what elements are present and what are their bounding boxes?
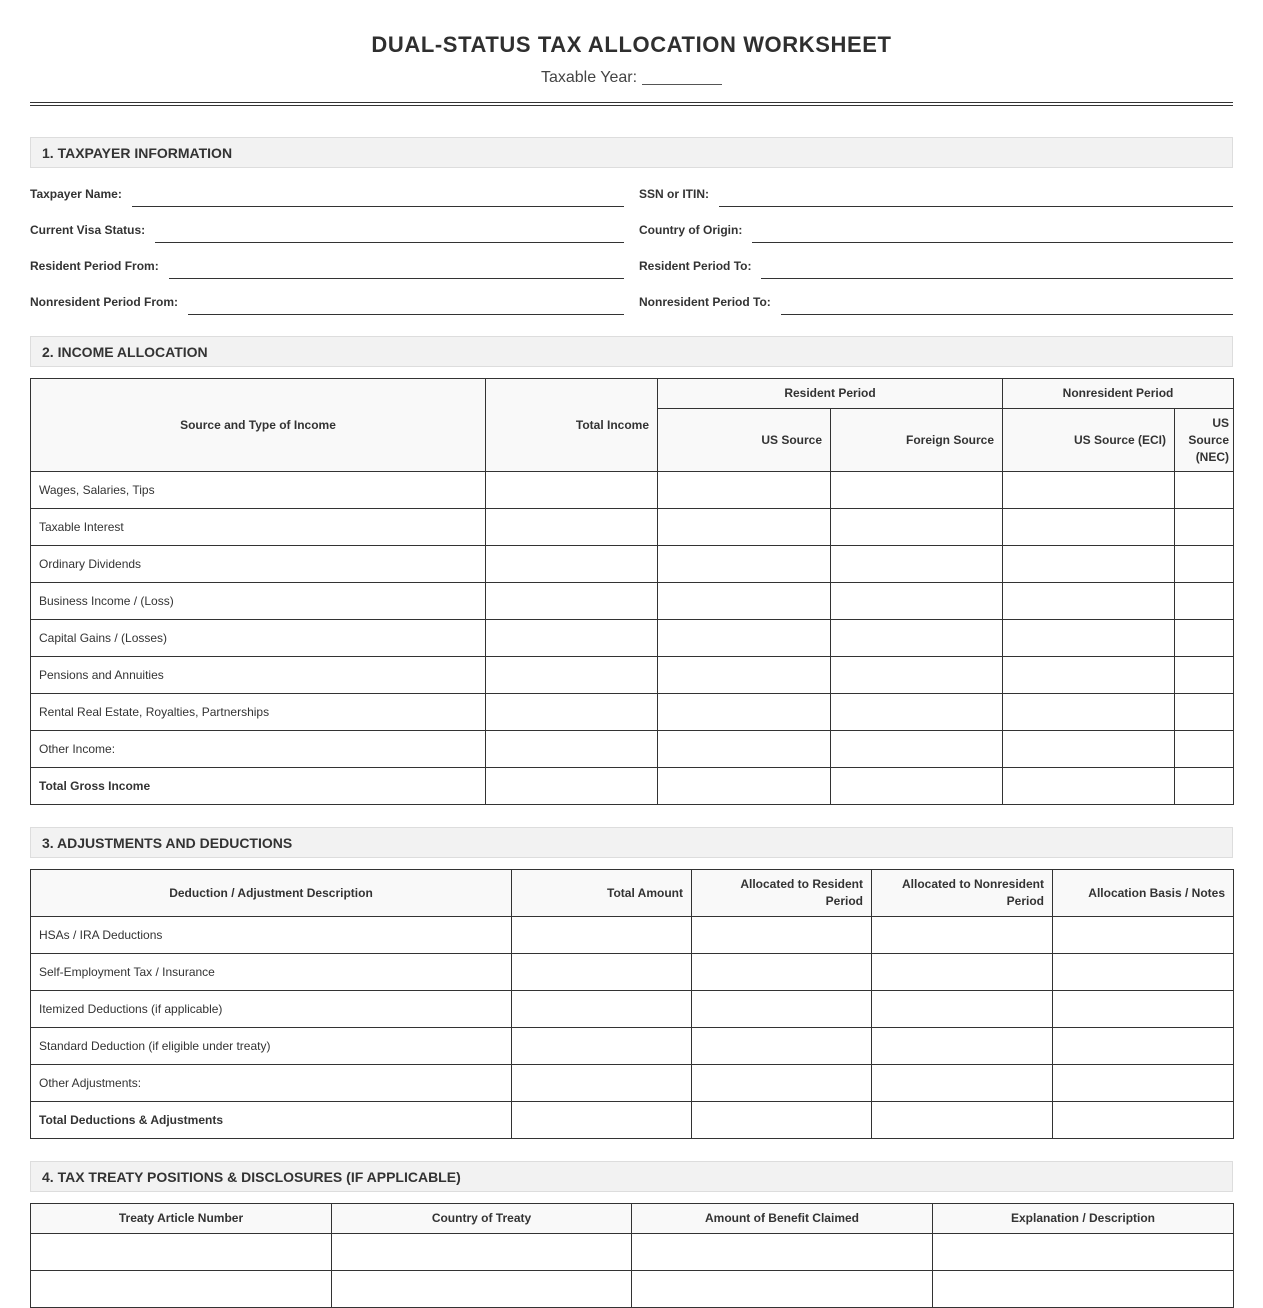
info-row [30,279,1233,315]
input-cell[interactable] [632,1271,933,1308]
country-of-origin-field[interactable] [752,222,1233,243]
taxable-year-field[interactable] [642,70,722,85]
table-row [31,1065,1234,1102]
total-gross-income-label: Total Gross Income [31,768,486,805]
col-header-source: Source and Type of Income [31,379,486,472]
field-label: Taxpayer Name: [30,187,122,201]
input-cell[interactable] [831,583,1003,620]
resident-period-from-field[interactable] [169,258,624,279]
col-header-allocated-resident: Allocated to Resident Period [692,870,872,917]
table-row [31,509,1234,546]
input-cell[interactable] [1003,731,1175,768]
row-label: Other Income: [31,731,486,768]
page-title: DUAL-STATUS TAX ALLOCATION WORKSHEET [371,32,892,57]
field-label: Country of Origin: [639,223,743,237]
input-cell[interactable] [1175,731,1234,768]
input-cell[interactable] [872,917,1053,954]
table-row [31,731,1234,768]
col-header-total-amount: Total Amount [512,870,692,917]
input-cell[interactable] [512,917,692,954]
input-cell[interactable] [1053,1028,1234,1065]
taxable-year [30,68,1233,88]
input-cell[interactable] [486,768,658,805]
table-row [31,472,1234,509]
input-cell[interactable] [872,954,1053,991]
input-cell[interactable] [1175,509,1234,546]
input-cell[interactable] [831,546,1003,583]
table-row [31,1271,1234,1308]
adjustments-table [30,869,1234,1139]
input-cell[interactable] [332,1271,632,1308]
input-cell[interactable] [1003,472,1175,509]
input-cell[interactable] [1175,657,1234,694]
input-cell[interactable] [512,1102,692,1139]
input-cell[interactable] [1175,768,1234,805]
table-row [31,1234,1234,1271]
input-cell[interactable] [831,657,1003,694]
taxpayer-info-fields [30,171,1233,315]
input-cell[interactable] [658,472,831,509]
row-label: Self-Employment Tax / Insurance [31,954,512,991]
input-cell[interactable] [1175,620,1234,657]
row-label: Other Adjustments: [31,1065,512,1102]
input-cell[interactable] [512,1028,692,1065]
col-header-res-us-source: US Source [658,409,831,472]
input-cell[interactable] [933,1234,1234,1271]
input-cell[interactable] [486,583,658,620]
col-header-deduction-desc: Deduction / Adjustment Description [31,870,512,917]
field-label: Resident Period From: [30,259,159,273]
input-cell[interactable] [486,472,658,509]
info-row [30,243,1233,279]
input-cell[interactable] [658,657,831,694]
input-cell[interactable] [1175,472,1234,509]
input-cell[interactable] [486,657,658,694]
row-label: Ordinary Dividends [31,546,486,583]
input-cell[interactable] [872,1028,1053,1065]
input-cell[interactable] [1053,917,1234,954]
section-header-income-allocation: 2. INCOME ALLOCATION [30,336,1233,367]
input-cell[interactable] [1053,991,1234,1028]
input-cell[interactable] [486,694,658,731]
input-cell[interactable] [658,620,831,657]
income-allocation-table [30,378,1234,805]
input-cell[interactable] [831,768,1003,805]
input-cell[interactable] [831,694,1003,731]
input-cell[interactable] [692,917,872,954]
total-row [31,1102,1234,1139]
input-cell[interactable] [512,954,692,991]
col-header-explanation: Explanation / Description [933,1204,1234,1234]
input-cell[interactable] [658,509,831,546]
input-cell[interactable] [486,731,658,768]
table-row [31,546,1234,583]
input-cell[interactable] [692,991,872,1028]
col-header-res-foreign-source: Foreign Source [831,409,1003,472]
title-divider [30,102,1233,106]
input-cell[interactable] [658,731,831,768]
input-cell[interactable] [332,1234,632,1271]
input-cell[interactable] [692,954,872,991]
input-cell[interactable] [872,1102,1053,1139]
section-header-taxpayer-info: 1. TAXPAYER INFORMATION [30,137,1233,168]
table-row [31,657,1234,694]
input-cell[interactable] [1053,1102,1234,1139]
input-cell[interactable] [1003,694,1175,731]
input-cell[interactable] [933,1271,1234,1308]
input-cell[interactable] [512,1065,692,1102]
row-label: Rental Real Estate, Royalties, Partnerships [31,694,486,731]
table-row [31,1028,1234,1065]
nonresident-period-from-field[interactable] [188,294,624,315]
ssn-itin-field[interactable] [719,186,1233,207]
input-cell[interactable] [1003,657,1175,694]
row-label: Pensions and Annuities [31,657,486,694]
section-header-treaty-positions: 4. TAX TREATY POSITIONS & DISCLOSURES (IF APPLICABLE) [30,1161,1233,1192]
nonresident-period-to-field[interactable] [781,294,1233,315]
table-row [31,991,1234,1028]
info-row [30,171,1233,207]
taxable-year-label: Taxable Year: [540,69,638,86]
field-label: Current Visa Status: [30,223,146,237]
input-cell[interactable] [1175,546,1234,583]
input-cell[interactable] [486,509,658,546]
input-cell[interactable] [692,1102,872,1139]
field-label: Nonresident Period To: [639,295,771,309]
row-label: Itemized Deductions (if applicable) [31,991,512,1028]
input-cell[interactable] [658,694,831,731]
field-label: Nonresident Period From: [30,295,179,309]
input-cell[interactable] [1003,768,1175,805]
table-row [31,954,1234,991]
field-label: Resident Period To: [639,259,752,273]
table-row [31,694,1234,731]
input-cell[interactable] [872,1065,1053,1102]
group-header-nonresident: Nonresident Period [1003,379,1234,409]
input-cell[interactable] [1053,1065,1234,1102]
input-cell[interactable] [692,1028,872,1065]
row-label: Business Income / (Loss) [31,583,486,620]
input-cell[interactable] [831,620,1003,657]
col-header-nr-nec: US Source (NEC) [1175,409,1234,472]
treaty-positions-table [30,1203,1234,1308]
table-row [31,917,1234,954]
resident-period-to-field[interactable] [761,258,1233,279]
input-cell[interactable] [632,1234,933,1271]
total-deductions-label: Total Deductions & Adjustments [31,1102,512,1139]
input-cell[interactable] [31,1234,332,1271]
input-cell[interactable] [831,731,1003,768]
worksheet-page [30,0,1233,1308]
input-cell[interactable] [31,1271,332,1308]
input-cell[interactable] [831,509,1003,546]
col-header-nr-eci: US Source (ECI) [1003,409,1175,472]
input-cell[interactable] [1053,954,1234,991]
col-header-allocated-nonresident: Allocated to Nonresident Period [872,870,1053,917]
col-header-treaty-country: Country of Treaty [332,1204,632,1234]
col-header-treaty-article: Treaty Article Number [31,1204,332,1234]
input-cell[interactable] [1003,583,1175,620]
visa-status-field[interactable] [155,222,624,243]
group-header-resident: Resident Period [658,379,1003,409]
input-cell[interactable] [512,991,692,1028]
col-header-total-income: Total Income [486,379,658,472]
input-cell[interactable] [1003,620,1175,657]
input-cell[interactable] [1175,694,1234,731]
taxpayer-name-field[interactable] [132,186,624,207]
col-header-allocation-basis: Allocation Basis / Notes [1053,870,1234,917]
input-cell[interactable] [486,546,658,583]
input-cell[interactable] [1003,509,1175,546]
info-row [30,207,1233,243]
input-cell[interactable] [1175,583,1234,620]
input-cell[interactable] [486,620,658,657]
row-label: Capital Gains / (Losses) [31,620,486,657]
row-label: Wages, Salaries, Tips [31,472,486,509]
input-cell[interactable] [872,991,1053,1028]
table-row [31,620,1234,657]
row-label: HSAs / IRA Deductions [31,917,512,954]
input-cell[interactable] [658,583,831,620]
total-row [31,768,1234,805]
row-label: Standard Deduction (if eligible under treaty) [31,1028,512,1065]
row-label: Taxable Interest [31,509,486,546]
col-header-benefit-amount: Amount of Benefit Claimed [632,1204,933,1234]
input-cell[interactable] [692,1065,872,1102]
input-cell[interactable] [831,472,1003,509]
field-label: SSN or ITIN: [639,187,710,201]
input-cell[interactable] [658,546,831,583]
section-header-adjustments: 3. ADJUSTMENTS AND DEDUCTIONS [30,827,1233,858]
table-row [31,583,1234,620]
input-cell[interactable] [1003,546,1175,583]
input-cell[interactable] [658,768,831,805]
